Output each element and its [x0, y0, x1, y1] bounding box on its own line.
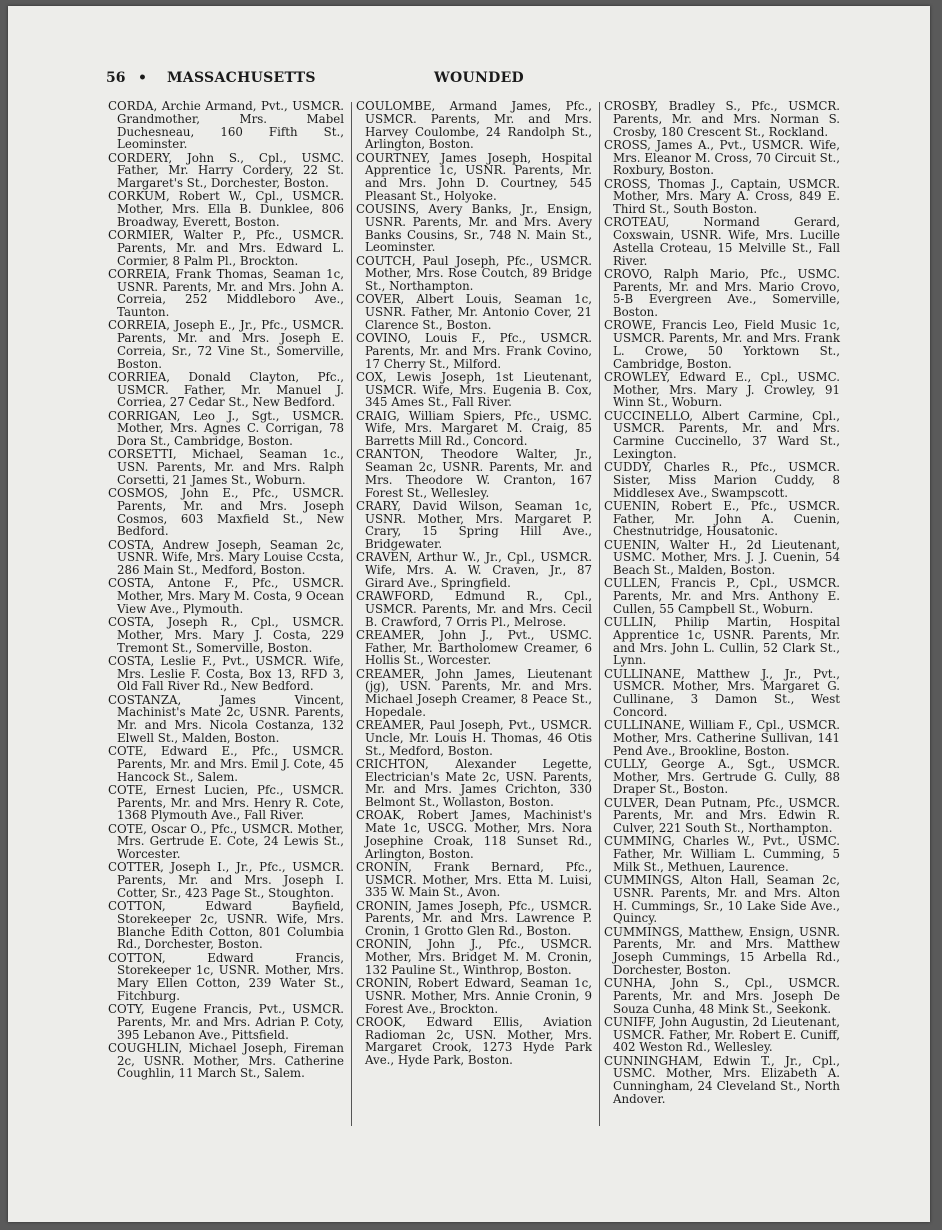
casualty-entry: CORREIA, Joseph E., Jr., Pfc., USMCR. Parents, Mr. and Mrs. Joseph E. Correia, Sr., 72 Vine St., Somerville, Boston. [108, 318, 344, 371]
column-divider [351, 102, 352, 1126]
casualty-entry: CREAMER, John J., Pvt., USMC. Father, Mr. Bartholomew Creamer, 6 Hollis St., Worcester. [356, 627, 592, 668]
casualty-entry: CULLINANE, William F., Cpl., USMCR. Mother, Mrs. Catherine Sullivan, 141 Pend Ave., Brookline, Boston. [604, 718, 840, 758]
casualty-entry: CUNIFF, John Augustin, 2d Lieutenant, USMCR. Father, Mr. Robert E. Cuniff, 402 Weston Rd., Wellesley. [604, 1014, 840, 1055]
casualty-entry: CULLIN, Philip Martin, Hospital Apprentice 1c, USNR. Parents, Mr. and Mrs. John L. Cullin, 52 Clark St., Lynn. [604, 615, 840, 668]
casualty-entry: COTE, Ernest Lucien, Pfc., USMCR. Parents, Mr. and Mrs. Henry R. Cote, 1368 Plymouth Ave., Fall River. [108, 782, 344, 823]
casualty-entry: CUNNINGHAM, Edwin T., Jr., Cpl., USMC. Mother, Mrs. Elizabeth A. Cunningham, 24 Cleveland St., North Andover. [604, 1053, 840, 1106]
casualty-entry: COVER, Albert Louis, Seaman 1c, USNR. Father, Mr. Antonio Cover, 21 Clarence St., Boston. [356, 292, 592, 332]
state-title: MASSACHUSETTS [167, 70, 316, 86]
casualty-entry: CUMMING, Charles W., Pvt., USMC. Father, Mr. William L. Cumming, 5 Milk St., Methuen, Laurence. [604, 834, 840, 874]
casualty-entry: CORDA, Archie Armand, Pvt., USMCR. Grandmother, Mrs. Mabel Duchesneau, 160 Fifth St., Leominster. [108, 99, 344, 152]
casualty-entry: CRICHTON, Alexander Legette, Electrician's Mate 2c, USN. Parents, Mr. and Mrs. James Crichton, 330 Belmont St., Wollaston, Boston. [356, 756, 592, 809]
casualty-entry: COTTON, Edward Bayfield, Storekeeper 2c, USNR. Wife, Mrs. Blanche Edith Cotton, 801 Columbia Rd., Dorchester, Boston. [108, 899, 344, 952]
casualty-entry: CORRIGAN, Leo J., Sgt., USMCR. Mother, Mrs. Agnes C. Corrigan, 78 Dora St., Cambridge, Boston. [108, 408, 344, 448]
casualty-entry: CULLEN, Francis P., Cpl., USMCR. Parents, Mr. and Mrs. Anthony E. Cullen, 55 Campbell St., Woburn. [604, 576, 840, 616]
section-title: WOUNDED [434, 70, 524, 86]
casualty-entry: CRARY, David Wilson, Seaman 1c, USNR. Mother, Mrs. Margaret P. Crary, 15 Spring Hill Ave., Bridgewater. [356, 498, 592, 551]
casualty-entry: COTTER, Joseph I., Jr., Pfc., USMCR. Parents, Mr. and Mrs. Joseph I. Cotter, Sr., 423 Page St., Stoughton. [108, 860, 344, 900]
casualty-entry: CORSETTI, Michael, Seaman 1c., USN. Parents, Mr. and Mrs. Ralph Corsetti, 21 James St., Woburn. [108, 447, 344, 487]
casualty-entry: CROAK, Robert James, Machinist's Mate 1c, USCG. Mother, Mrs. Nora Josephine Croak, 118 Sunset Rd., Arlington, Boston. [356, 808, 592, 861]
casualty-entry: COUTCH, Paul Joseph, Pfc., USMCR. Mother, Mrs. Rose Coutch, 89 Bridge St., Northampton. [356, 253, 592, 293]
casualty-entry: CROWE, Francis Leo, Field Music 1c, USMCR. Parents, Mr. and Mrs. Frank L. Crowe, 50 Yorktown St., Cambridge, Boston. [604, 318, 840, 371]
casualty-entry: CUCCINELLO, Albert Carmine, Cpl., USMCR. Parents, Mr. and Mrs. Carmine Cuccinello, 37 Ward St., Lexington. [604, 408, 840, 461]
casualty-entry: COSTA, Leslie F., Pvt., USMCR. Wife, Mrs. Leslie F. Costa, Box 13, RFD 3, Old Fall River Rd., New Bedford. [108, 653, 344, 694]
casualty-entry: COTE, Edward E., Pfc., USMCR. Parents, Mr. and Mrs. Emil J. Cote, 45 Hancock St., Salem. [108, 744, 344, 784]
casualty-entry: CORRIEA, Donald Clayton, Pfc., USMCR. Father, Mr. Manuel J. Corriea, 27 Cedar St., New Bedford. [108, 369, 344, 410]
casualty-entry: COUSINS, Avery Banks, Jr., Ensign, USNR. Parents, Mr. and Mrs. Avery Banks Cousins, Sr., 748 N. Main St., Leominster. [356, 202, 592, 255]
column-2 [356, 100, 592, 1067]
casualty-entry: CULVER, Dean Putnam, Pfc., USMCR. Parents, Mr. and Mrs. Edwin R. Culver, 221 South St., Northampton. [604, 795, 840, 835]
casualty-entry: COSTA, Antone F., Pfc., USMCR. Mother, Mrs. Mary M. Costa, 9 Ocean View Ave., Plymouth. [108, 576, 344, 616]
casualty-entry: CROSBY, Bradley S., Pfc., USMCR. Parents, Mr. and Mrs. Norman S. Crosby, 180 Crescent St., Rockland. [604, 99, 840, 139]
casualty-entry: CORDERY, John S., Cpl., USMC. Father, Mr. Harry Cordery, 22 St. Margaret's St., Dorchester, Boston. [108, 150, 344, 190]
casualty-entry: CRAVEN, Arthur W., Jr., Cpl., USMCR. Wife, Mrs. A. W. Craven, Jr., 87 Girard Ave., Springfield. [356, 550, 592, 590]
casualty-entry: CRAIG, William Spiers, Pfc., USMC. Wife, Mrs. Margaret M. Craig, 85 Barretts Mill Rd., Concord. [356, 408, 592, 448]
casualty-entry: CROVO, Ralph Mario, Pfc., USMC. Parents, Mr. and Mrs. Mario Crovo, 5-B Evergreen Ave., Somerville, Boston. [604, 266, 840, 319]
casualty-entry: CUDDY, Charles R., Pfc., USMCR. Sister, Miss Marion Cuddy, 8 Middlesex Ave., Swampscott. [604, 460, 840, 500]
casualty-entry: CORMIER, Walter P., Pfc., USMCR. Parents, Mr. and Mrs. Edward L. Cormier, 8 Palm Pl., Brockton. [108, 228, 344, 268]
casualty-entry: COSMOS, John E., Pfc., USMCR. Parents, Mr. and Mrs. Joseph Cosmos, 603 Maxfield St., New Bedford. [108, 486, 344, 539]
casualty-entry: CUMMINGS, Alton Hall, Seaman 2c, USNR. Parents, Mr. and Mrs. Alton H. Cummings, Sr., 10 Lake Side Ave., Quincy. [604, 873, 840, 926]
casualty-entry: CROWLEY, Edward E., Cpl., USMC. Mother, Mrs. Mary J. Crowley, 91 Winn St., Woburn. [604, 369, 840, 410]
casualty-entry: CREAMER, John James, Lieutenant (jg), USN. Parents, Mr. and Mrs. Michael Joseph Creamer, 8 Peace St., Hopedale. [356, 666, 592, 719]
casualty-entry: CORREIA, Frank Thomas, Seaman 1c, USNR. Parents, Mr. and Mrs. John A. Correia, 252 Middleboro Ave., Taunton. [108, 266, 344, 319]
casualty-entry: CRANTON, Theodore Walter, Jr., Seaman 2c, USNR. Parents, Mr. and Mrs. Theodore W. Cranton, 167 Forest St., Wellesley. [356, 447, 592, 500]
casualty-entry: CUENIN, Walter H., 2d Lieutenant, USMC. Mother, Mrs. J. J. Cuenin, 54 Beach St., Malden, Boston. [604, 537, 840, 577]
casualty-entry: CRONIN, John J., Pfc., USMCR. Mother, Mrs. Bridget M. M. Cronin, 132 Pauline St., Winthrop, Boston. [356, 937, 592, 977]
casualty-entry: COULOMBE, Armand James, Pfc., USMCR. Parents, Mr. and Mrs. Harvey Coulombe, 24 Randolph St., Arlington, Boston. [356, 99, 592, 152]
casualty-entry: COSTA, Andrew Joseph, Seaman 2c, USNR. Wife, Mrs. Mary Louise Ccsta, 286 Main St., Medford, Boston. [108, 537, 344, 577]
casualty-entry: COSTANZA, James Vincent, Machinist's Mate 2c, USNR. Parents, Mr. and Mrs. Nicola Costanza, 132 Elwell St., Malden, Boston. [108, 692, 344, 745]
page-header [106, 70, 846, 92]
casualty-entry: CRONIN, Robert Edward, Seaman 1c, USNR. Mother, Mrs. Annie Cronin, 9 Forest Ave., Brockton. [356, 976, 592, 1016]
casualty-entry: CRAWFORD, Edmund R., Cpl., USMCR. Parents, Mr. and Mrs. Cecil B. Crawford, 7 Orris Pl., Melrose. [356, 589, 592, 629]
header-bullet: • [138, 70, 147, 86]
casualty-entry: CORKUM, Robert W., Cpl., USMCR. Mother, Mrs. Ella B. Dunklee, 806 Broadway, Everett, Boston. [108, 189, 344, 229]
casualty-entry: CRONIN, James Joseph, Pfc., USMCR. Parents, Mr. and Mrs. Lawrence P. Cronin, 1 Grotto Glen Rd., Boston. [356, 898, 592, 938]
casualty-entry: CROTEAU, Normand Gerard, Coxswain, USNR. Wife, Mrs. Lucille Astella Croteau, 15 Melville St., Fall River. [604, 215, 840, 268]
casualty-entry: CULLINANE, Matthew J., Jr., Pvt., USMCR. Mother, Mrs. Margaret G. Cullinane, 3 Damon St., West Concord. [604, 666, 840, 719]
casualty-entry: COURTNEY, James Joseph, Hospital Apprentice 1c, USNR. Parents, Mr. and Mrs. John D. Courtney, 545 Pleasant St., Holyoke. [356, 150, 592, 203]
casualty-entry: COTE, Oscar O., Pfc., USMCR. Mother, Mrs. Gertrude E. Cote, 24 Lewis St., Worcester. [108, 821, 344, 861]
casualty-entry: CREAMER, Paul Joseph, Pvt., USMCR. Uncle, Mr. Louis H. Thomas, 46 Otis St., Medford, Boston. [356, 718, 592, 758]
column-divider [599, 102, 600, 1126]
column-3 [604, 100, 840, 1106]
casualty-entry: CULLY, George A., Sgt., USMCR. Mother, Mrs. Gertrude G. Cully, 88 Draper St., Boston. [604, 756, 840, 797]
page-number: 56 [106, 70, 126, 86]
casualty-entry: COTTON, Edward Francis, Storekeeper 1c, USNR. Mother, Mrs. Mary Ellen Cotton, 239 Water St., Fitchburg. [108, 950, 344, 1003]
column-1 [108, 100, 344, 1081]
casualty-entry: CUMMINGS, Matthew, Ensign, USNR. Parents, Mr. and Mrs. Matthew Joseph Cummings, 15 Arbella Rd., Dorchester, Boston. [604, 924, 840, 977]
casualty-entry: CUNHA, John S., Cpl., USMCR. Parents, Mr. and Mrs. Joseph De Souza Cunha, 48 Mink St., Seekonk. [604, 976, 840, 1016]
casualty-entry: CROOK, Edward Ellis, Aviation Radioman 2c, USN. Mother, Mrs. Margaret Crook, 1273 Hyde Park Ave., Hyde Park, Boston. [356, 1014, 592, 1067]
casualty-entry: COUGHLIN, Michael Joseph, Fireman 2c, USNR. Mother, Mrs. Catherine Coughlin, 11 March St., Salem. [108, 1040, 344, 1081]
casualty-entry: CROSS, James A., Pvt., USMCR. Wife, Mrs. Eleanor M. Cross, 70 Circuit St., Roxbury, Boston. [604, 137, 840, 178]
casualty-entry: COSTA, Joseph R., Cpl., USMCR. Mother, Mrs. Mary J. Costa, 229 Tremont St., Somerville, Boston. [108, 615, 344, 655]
casualty-entry: COVINO, Louis F., Pfc., USMCR. Parents, Mr. and Mrs. Frank Covino, 17 Cherry St., Milford. [356, 331, 592, 371]
casualty-entry: CROSS, Thomas J., Captain, USMCR. Mother, Mrs. Mary A. Cross, 849 E. Third St., South Boston. [604, 176, 840, 216]
casualty-entry: CRONIN, Frank Bernard, Pfc., USMCR. Mother, Mrs. Etta M. Luisi, 335 W. Main St., Avon. [356, 859, 592, 900]
document-page [8, 6, 930, 1222]
casualty-entry: COTY, Eugene Francis, Pvt., USMCR. Parents, Mr. and Mrs. Adrian P. Coty, 395 Lebanon Ave., Pittsfield. [108, 1002, 344, 1042]
casualty-entry: CUENIN, Robert E., Pfc., USMCR. Father, Mr. John A. Cuenin, Chestnutridge, Housatonic. [604, 498, 840, 539]
casualty-entry: COX, Lewis Joseph, 1st Lieutenant, USMCR. Wife, Mrs. Eugenia B. Cox, 345 Ames St., Fall River. [356, 369, 592, 410]
